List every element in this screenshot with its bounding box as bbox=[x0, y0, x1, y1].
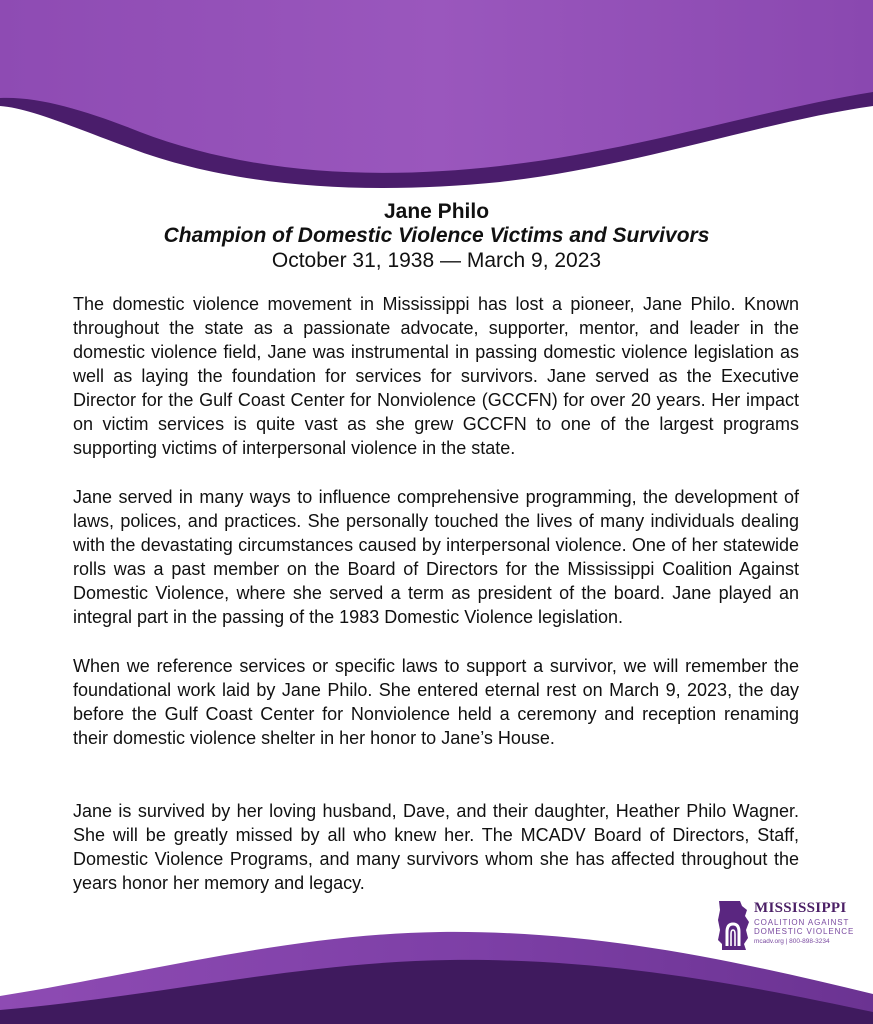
paragraph: The domestic violence movement in Mississippi has lost a pioneer, Jane Philo. Known throughout the state as a passionate advocate, supporter, mentor, and leader in the domestic violence field, Jane was instrumental in passing domestic violence legislation as well as laying the foundation for services for survivors. Jane served as the Executive Director for the Gulf Coast Center for Nonviolence (GCCFN) for over 20 years. Her impact on victim services is quite vast as she grew GCCFN to one of the largest programs supporting victims of interpersonal violence in the state. bbox=[73, 294, 799, 458]
bottom-purple-wave bbox=[0, 914, 873, 1024]
paragraph: Jane served in many ways to influence comprehensive programming, the development of laws, polices, and practices. She personally touched the lives of many individuals dealing with the devastating circumstances caused by interpersonal violence. One of her statewide rolls was a past member on the Board of Directors for the Mississippi Coalition Against Domestic Violence, where she served a term as president of the board. Jane played an integral part in the passing of the 1983 Domestic Violence legislation. bbox=[73, 487, 799, 627]
paragraph: When we reference services or specific laws to support a survivor, we will remember the foundational work laid by Jane Philo. She entered eternal rest on March 9, 2023, the day before the Gulf Coast Center for Nonviolence held a ceremony and reception renaming their domestic violence shelter in her honor to Jane’s House. bbox=[73, 656, 799, 748]
memorial-name: Jane Philo bbox=[383, 200, 490, 223]
logo-subtitle-line-1: COALITION AGAINST bbox=[754, 918, 850, 927]
top-purple-wave bbox=[0, 0, 873, 200]
logo-subtitle-line-2: DOMESTIC VIOLENCE bbox=[754, 927, 855, 936]
paragraph: Jane is survived by her loving husband, Dave, and their daughter, Heather Philo Wagner. She will be greatly missed by all who knew her. The MCADV Board of Directors, Staff, Domestic Violence Programs, and many survivors whom she has affected throughout the years honor her memory and legacy. bbox=[73, 801, 799, 893]
logo-title: MISSISSIPPI bbox=[754, 900, 847, 916]
memorial-subtitle: Champion of Domestic Violence Victims and Survivors bbox=[163, 224, 710, 247]
logo-contact: mcadv.org | 800-898-3234 bbox=[754, 938, 830, 945]
memorial-body bbox=[73, 292, 799, 895]
memorial-dates: October 31, 1938 — March 9, 2023 bbox=[271, 249, 602, 272]
header bbox=[0, 200, 873, 274]
